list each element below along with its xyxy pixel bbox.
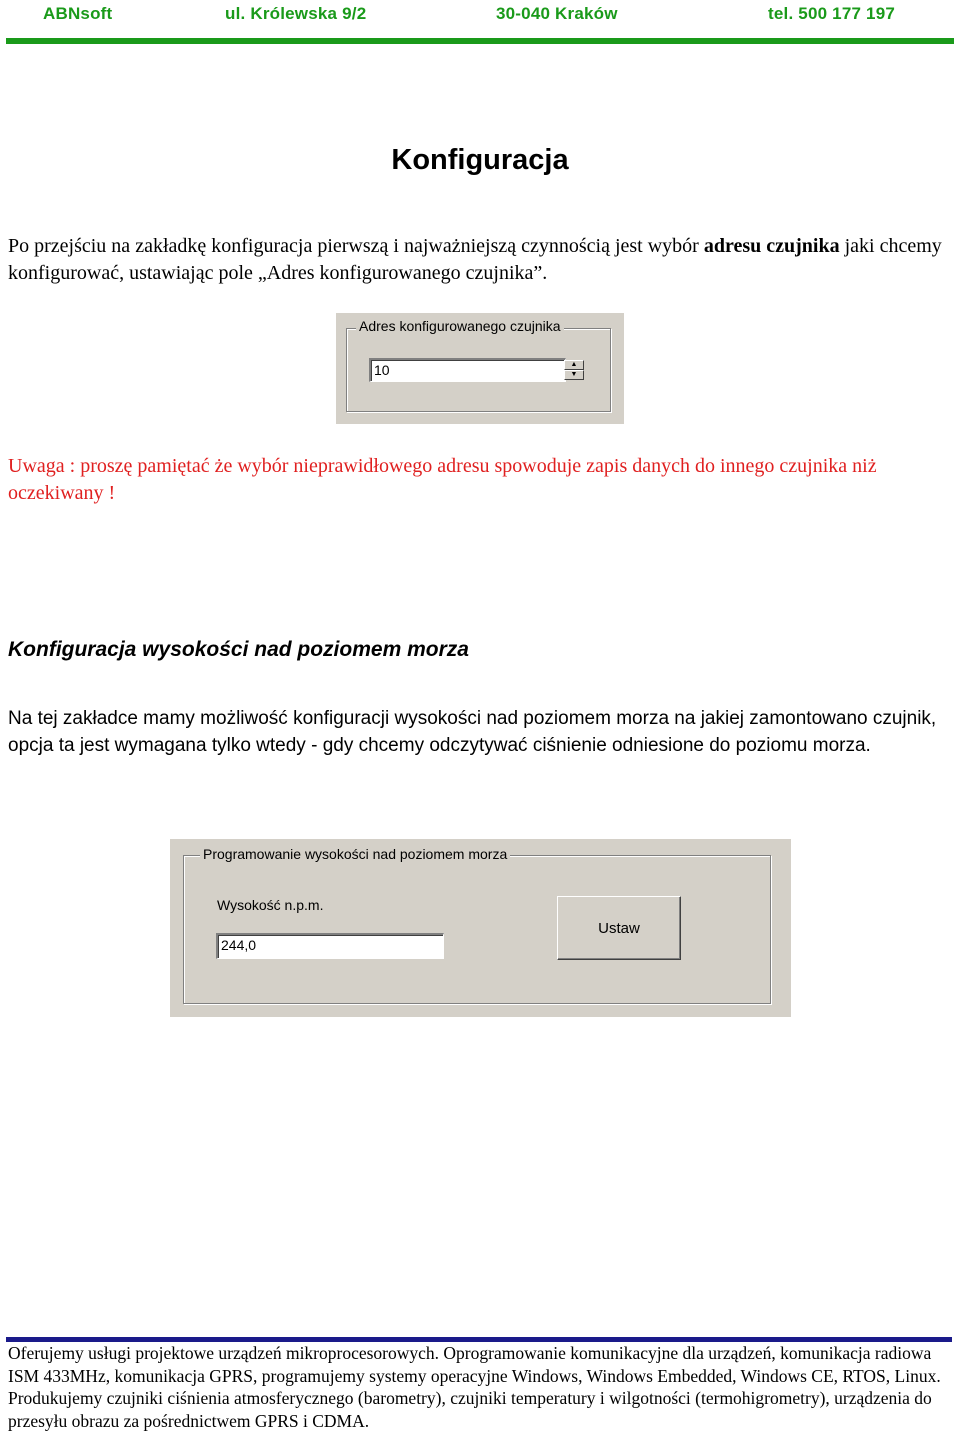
- altitude-dialog: [170, 839, 791, 1017]
- intro-text-after: jaki chcemy konfigurować, ustawiając pole „Adres konfigurowanego czujnika”.: [8, 235, 942, 284]
- header-phone: tel. 500 177 197: [768, 4, 896, 23]
- address-group-label: Adres konfigurowanego czujnika: [356, 318, 564, 334]
- header-rule: [6, 38, 954, 44]
- address-dialog: [336, 313, 624, 424]
- altitude-group-label: Programowanie wysokości nad poziomem morza: [200, 846, 510, 862]
- page-title: Konfiguracja: [391, 144, 569, 176]
- header-company: ABNsoft: [43, 4, 113, 23]
- warning-text: Uwaga : proszę pamiętać że wybór nieprawidłowego adresu spowoduje zapis danych do innego czujnika niż oczekiwany !: [8, 455, 877, 504]
- altitude-groupbox: [183, 855, 771, 1004]
- footer-text: Oferujemy usługi projektowe urządzeń mikroprocesorowych. Oprogramowanie komunikacyjne dla urządzeń, komunikacja radiowa ISM 433MHz, komunikacja GPRS, programujemy systemy operacyjne Windows, Windows Embedded, Windows CE, RTOS, Linux. Produkujemy czujniki ciśnienia atmosferycznego (barometry), czujniki temperatury i wilgotności (termohigrometry), urządzenia do przesyłu obrazu za pośrednictwem GPRS i CDMA.: [8, 1343, 941, 1431]
- intro-text-before: Po przejściu na zakładkę konfiguracja pierwszą i najważniejszą czynnością jest wybór: [8, 235, 704, 257]
- spin-down-icon[interactable]: ▼: [564, 370, 584, 380]
- header-city: 30-040 Kraków: [496, 4, 618, 23]
- section-paragraph: Na tej zakładce mamy możliwość konfiguracji wysokości nad poziomem morza na jakiej zamontowano czujnik, opcja ta jest wymagana tylko wtedy - gdy chcemy odczytywać ciśnienie odniesione do poziomu morza.: [8, 708, 937, 756]
- address-input[interactable]: 10: [369, 358, 566, 382]
- address-spinner[interactable]: [564, 360, 584, 380]
- intro-paragraph: [8, 233, 953, 287]
- spin-up-icon[interactable]: ▲: [564, 360, 584, 370]
- header-street: ul. Królewska 9/2: [225, 4, 367, 23]
- altitude-field-label: Wysokość n.p.m.: [217, 897, 324, 913]
- intro-bold-text: adresu czujnika: [703, 235, 840, 257]
- section-title: Konfiguracja wysokości nad poziomem morza: [8, 638, 469, 661]
- altitude-input[interactable]: 244,0: [216, 933, 444, 959]
- set-button[interactable]: Ustaw: [557, 896, 681, 960]
